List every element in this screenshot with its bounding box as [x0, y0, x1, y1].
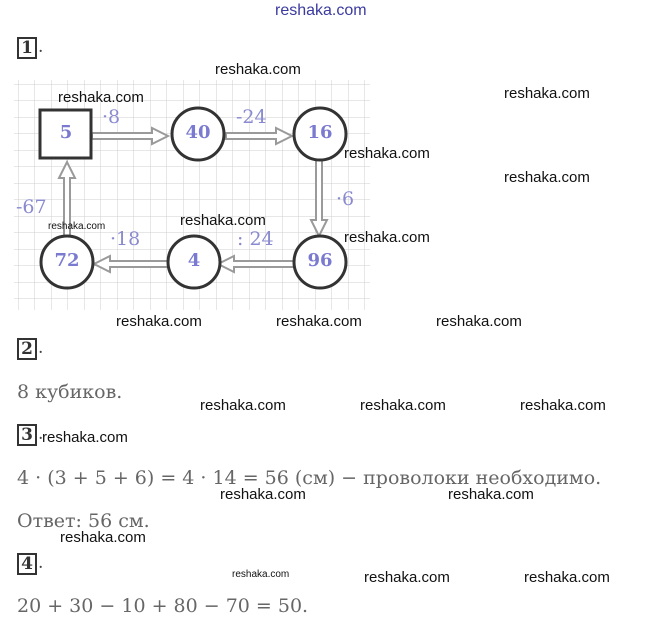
watermark: reshaka.com: [180, 212, 266, 229]
watermark: reshaka.com: [220, 486, 306, 503]
header-watermark: reshaka.com: [275, 2, 367, 19]
watermark: reshaka.com: [344, 145, 430, 162]
watermark: reshaka.com: [42, 429, 128, 446]
watermark: reshaka.com: [448, 486, 534, 503]
task2-number: 2: [17, 338, 37, 360]
task4-number: 4: [17, 553, 37, 575]
watermark: reshaka.com: [232, 569, 290, 580]
watermark: reshaka.com: [364, 569, 450, 586]
task4-solution: 20 + 30 − 10 + 80 − 70 = 50.: [17, 595, 309, 617]
watermark: reshaka.com: [215, 61, 301, 78]
watermark: reshaka.com: [504, 169, 590, 186]
op-divide-24: : 24: [237, 228, 274, 250]
watermark: reshaka.com: [360, 397, 446, 414]
watermark: reshaka.com: [58, 89, 144, 106]
watermark: reshaka.com: [48, 221, 106, 232]
op-minus-67: -67: [16, 196, 47, 218]
op-multiply-18: ·18: [110, 228, 141, 250]
watermark: reshaka.com: [524, 569, 610, 586]
node-start-label: 5: [59, 122, 73, 143]
op-multiply-8: ·8: [102, 106, 121, 128]
node-16-label: 16: [307, 122, 333, 143]
task1-number: 1: [17, 37, 37, 59]
watermark: reshaka.com: [504, 85, 590, 102]
task1-diagram: [14, 80, 370, 310]
watermark: reshaka.com: [344, 229, 430, 246]
op-minus-24: -24: [236, 106, 267, 128]
task3-answer: Ответ: 56 см.: [17, 510, 150, 532]
task3-number: 3: [17, 424, 37, 446]
task3-solution: 4 · (3 + 5 + 6) = 4 · 14 = 56 (см) − проволоки необходимо.: [17, 467, 602, 489]
watermark: reshaka.com: [200, 397, 286, 414]
node-96-label: 96: [307, 250, 333, 271]
watermark: reshaka.com: [276, 313, 362, 330]
watermark: reshaka.com: [520, 397, 606, 414]
diagram-grid: [14, 80, 370, 310]
task2-answer: 8 кубиков.: [17, 381, 123, 403]
task4-number-dot: .: [38, 553, 44, 573]
node-4-label: 4: [187, 250, 201, 271]
op-multiply-6: ·6: [336, 188, 355, 210]
task1-number-dot: .: [38, 37, 44, 57]
task3-number-dot: .: [38, 424, 44, 444]
watermark: reshaka.com: [436, 313, 522, 330]
watermark: reshaka.com: [60, 529, 146, 546]
node-40-label: 40: [185, 122, 211, 143]
watermark: reshaka.com: [116, 313, 202, 330]
node-72-label: 72: [54, 250, 80, 271]
task2-number-dot: .: [38, 338, 44, 358]
